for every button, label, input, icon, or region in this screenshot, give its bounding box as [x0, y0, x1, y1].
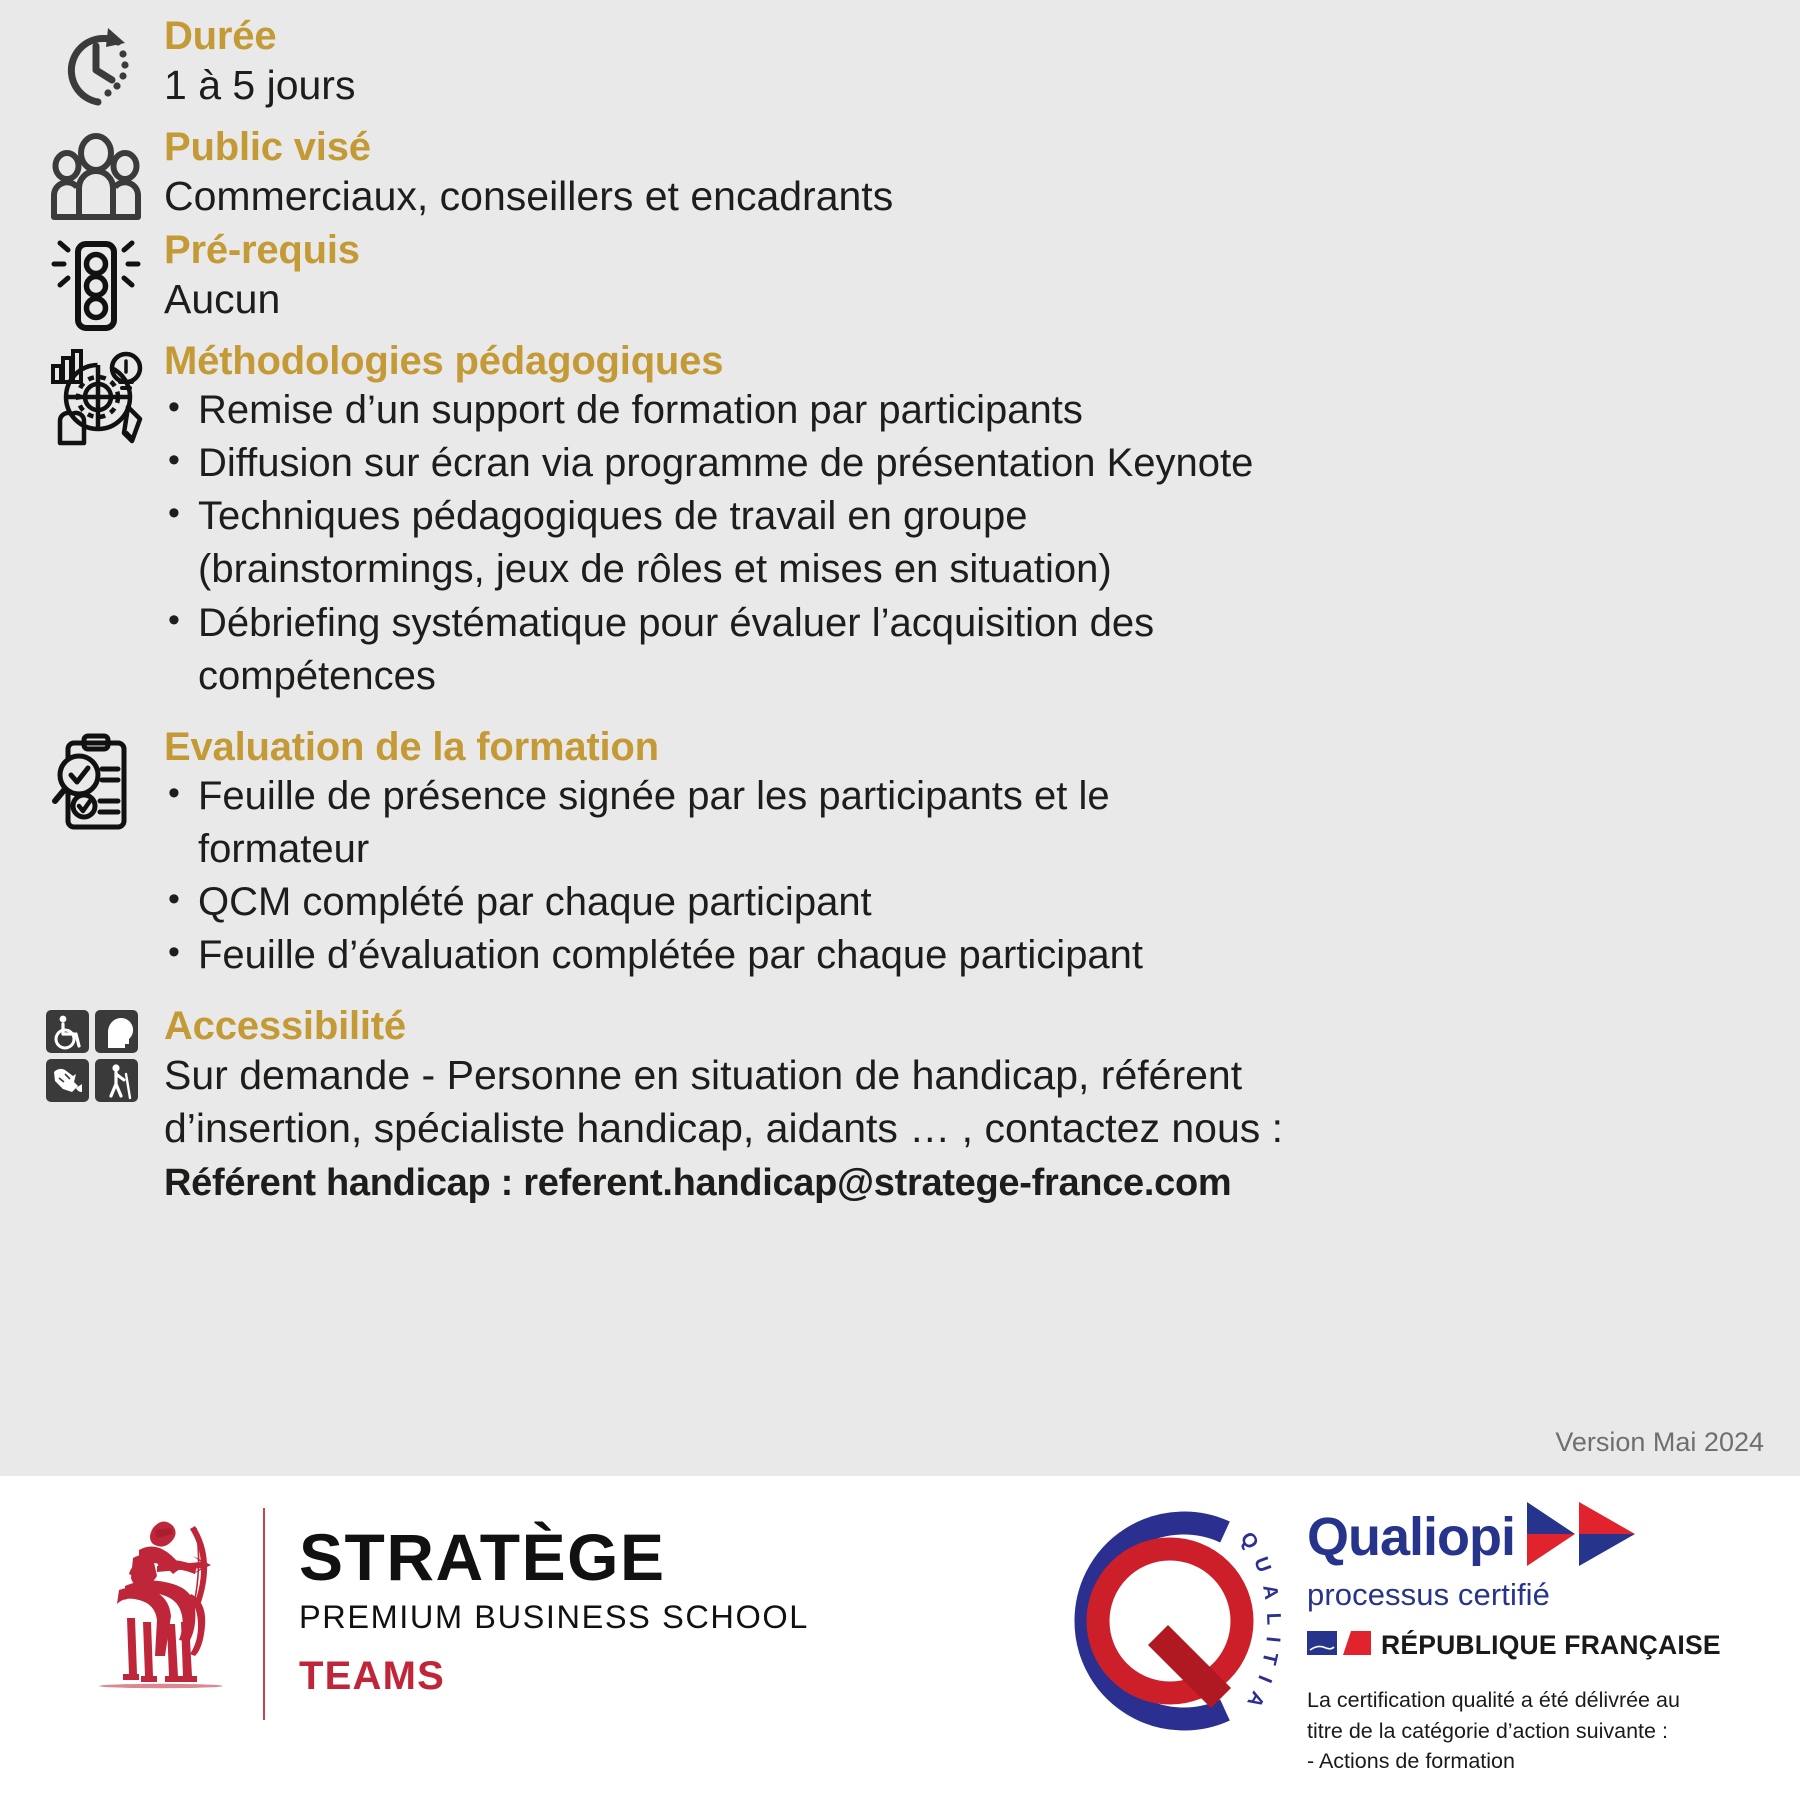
qualitia-letter: Q — [1235, 1528, 1263, 1553]
qualiopi-subtitle: processus certifié — [1307, 1577, 1551, 1612]
traffic-light-icon — [46, 234, 146, 339]
section-body-pre-requis: Aucun — [164, 275, 281, 322]
section-title-duree: Durée — [164, 14, 277, 58]
section-methodologies — [46, 339, 1770, 703]
accessibility-pictograms-icon — [46, 1010, 138, 1107]
qualiopi-logo — [1035, 1494, 1721, 1777]
list-item: • Techniques pédagogiques de travail en groupe (brainstormings, jeux de rôles et mises en situation) — [164, 490, 1770, 596]
text-column — [164, 1004, 1770, 1205]
list-item: • Feuille de présence signée par les participants et le formateur — [164, 770, 1770, 876]
icon-column — [46, 14, 164, 125]
stratege-teams-label: TEAMS — [299, 1653, 445, 1698]
republique-francaise-row — [1307, 1628, 1721, 1663]
note-line: - Actions de formation — [1307, 1749, 1515, 1774]
text-column — [164, 14, 1770, 111]
icon-column — [46, 1004, 164, 1107]
qualiopi-wordmark: Qualiopi — [1307, 1506, 1515, 1567]
qualitia-letter: U — [1249, 1554, 1275, 1576]
clock-arrow-icon — [46, 20, 146, 125]
icon-column — [46, 125, 164, 228]
icon-column — [46, 725, 164, 838]
accessibility-body-line-2: d’insertion, spécialiste handicap, aidants … , contactez nous : — [164, 1104, 1284, 1151]
logo-divider — [263, 1508, 265, 1720]
republique-francaise-label: RÉPUBLIQUE FRANÇAISE — [1381, 1630, 1721, 1660]
methodologies-bullet-list — [164, 384, 1770, 703]
stratege-logo — [95, 1498, 809, 1733]
qualitia-letter: L — [1262, 1612, 1285, 1626]
referent-handicap-contact[interactable]: Référent handicap : referent.handicap@stratege-france.com — [164, 1162, 1232, 1205]
qualitia-letter: A — [1242, 1687, 1269, 1712]
icon-column — [46, 228, 164, 339]
note-line: La certification qualité a été délivrée au — [1307, 1688, 1680, 1712]
note-line: titre de la catégorie d’action suivante : — [1307, 1718, 1668, 1743]
footer-bar — [0, 1476, 1800, 1796]
qualitia-letter: I — [1261, 1635, 1284, 1644]
text-column — [164, 339, 1770, 703]
section-title-accessibilite: Accessibilité — [164, 1004, 406, 1049]
stratege-name: STRATÈGE — [299, 1520, 666, 1594]
qualiopi-q-icon — [1035, 1494, 1285, 1754]
gear-lightbulb-pencil-icon — [46, 345, 150, 454]
group-people-icon — [46, 131, 146, 228]
accessibility-body-line-1: Sur demande - Personne en situation de handicap, référent — [164, 1052, 1243, 1099]
qualitia-letter: I — [1253, 1672, 1276, 1686]
stratege-tagline: PREMIUM BUSINESS SCHOOL — [299, 1599, 809, 1635]
version-label: Version Mai 2024 — [1555, 1427, 1764, 1457]
text-column — [164, 125, 1770, 222]
list-item: • QCM complété par chaque participant — [164, 876, 1770, 929]
section-title-pre-requis: Pré-requis — [164, 228, 360, 272]
qualiopi-arrows-icon — [1525, 1500, 1645, 1573]
qualitia-letter: A — [1258, 1583, 1283, 1602]
list-item: • Feuille d’évaluation complétée par chaque participant — [164, 929, 1770, 982]
section-evaluation — [46, 725, 1770, 983]
icon-column — [46, 339, 164, 454]
french-flag-icon — [1307, 1628, 1373, 1663]
text-column — [164, 725, 1770, 983]
section-public-vise — [46, 125, 1770, 228]
qualitia-letter: T — [1257, 1649, 1282, 1667]
centaur-archer-icon — [95, 1498, 245, 1733]
section-title-methodologies: Méthodologies pédagogiques — [164, 339, 724, 383]
section-duree — [46, 14, 1770, 125]
section-pre-requis — [46, 228, 1770, 339]
qualiopi-wordmark-row — [1307, 1500, 1721, 1573]
list-item: • Débriefing systématique pour évaluer l’acquisition des compétences — [164, 597, 1770, 703]
text-column — [164, 228, 1770, 325]
qualiopi-text-group — [1307, 1494, 1721, 1777]
section-body-public-vise: Commerciaux, conseillers et encadrants — [164, 172, 894, 219]
qualiopi-certification-note — [1307, 1685, 1721, 1777]
clipboard-magnifier-icon — [46, 733, 144, 838]
section-title-evaluation: Evaluation de la formation — [164, 724, 659, 769]
section-accessibilite — [46, 1004, 1770, 1205]
stratege-wordmark-group — [299, 1498, 809, 1733]
list-item: • Remise d’un support de formation par participants — [164, 384, 1770, 437]
section-title-public-vise: Public visé — [164, 125, 371, 169]
evaluation-bullet-list — [164, 770, 1770, 983]
section-body-duree: 1 à 5 jours — [164, 61, 356, 108]
list-item: • Diffusion sur écran via programme de présentation Keynote — [164, 437, 1770, 490]
